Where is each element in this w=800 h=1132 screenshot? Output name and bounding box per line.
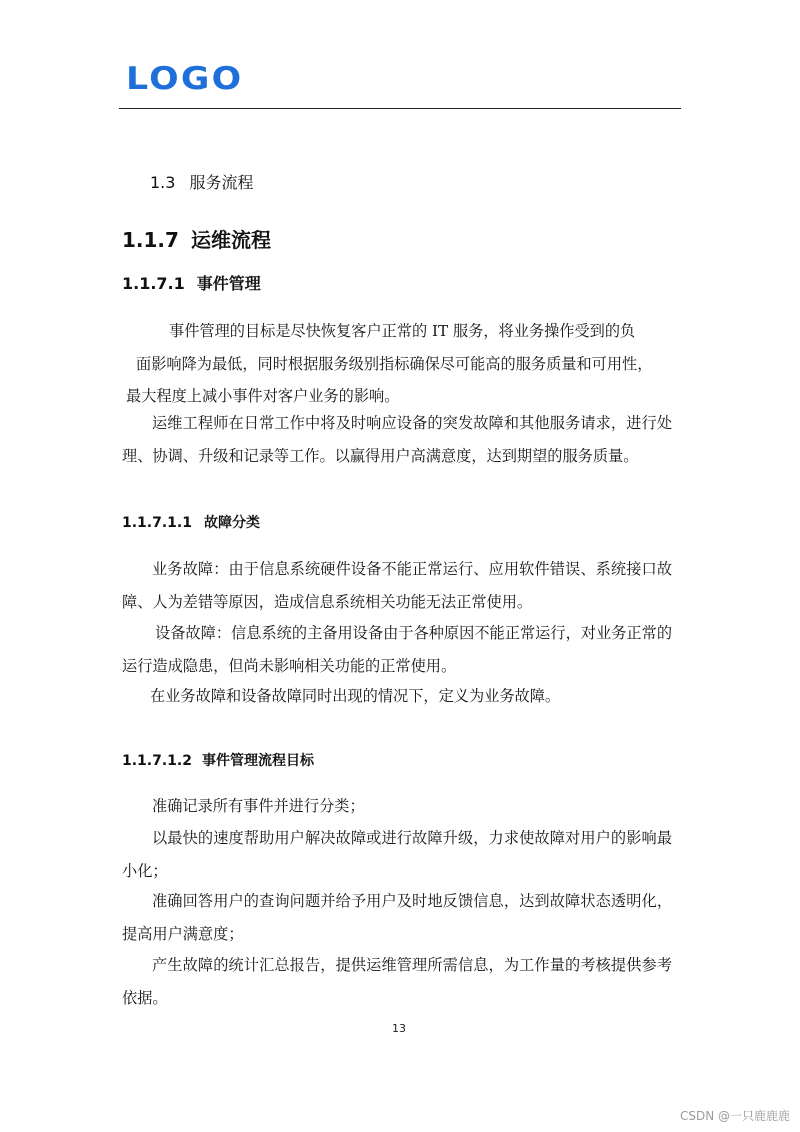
section-number: 1.3 [150,173,176,192]
paragraph-line: 事件管理的目标是尽快恢复客户正常的 IT 服务，将业务操作受到的负 [169,322,636,340]
paragraph-business-fault: 业务故障：由于信息系统硬件设备不能正常运行、应用软件错误、系统接口故障、人为差错等原因，造成信息系统相关功能无法正常使用。 [122,560,672,611]
paragraph-line: 最大程度上减小事件对客户业务的影响。 [126,387,400,405]
section-number: 1.1.7.1 [122,274,185,293]
section-heading-1-1-7-1-1 [122,512,260,532]
watermark: CSDN @一只鹿鹿鹿 [679,1109,790,1123]
header-divider [119,108,681,109]
goal-item-record: 准确记录所有事件并进行分类； [152,797,365,815]
goal-item-report: 产生故障的统计汇总报告，提供运维管理所需信息，为工作量的考核提供参考依据。 [122,956,672,1007]
paragraph-device-fault: 设备故障：信息系统的主备用设备由于各种原因不能正常运行，对业务正常的运行造成隐患，但尚未影响相关功能的正常使用。 [122,624,672,675]
section-title: 运维流程 [190,228,271,252]
section-title: 事件管理 [196,274,261,293]
section-number: 1.1.7 [122,228,179,252]
goal-item-resolve: 以最快的速度帮助用户解决故障或进行故障升级，力求使故障对用户的影响最小化； [122,829,672,880]
company-logo: LOGO [126,61,244,97]
section-number: 1.1.7.1.2 [122,753,192,769]
paragraph-engineer-duty: 运维工程师在日常工作中将及时响应设备的突发故障和其他服务请求，进行处理、协调、升级和记录等工作。以赢得用户高满意度，达到期望的服务质量。 [122,414,672,465]
section-heading-1-1-7 [122,224,271,253]
section-number: 1.1.7.1.1 [122,515,192,531]
section-heading-1-3 [150,170,253,193]
paragraph-fault-definition: 在业务故障和设备故障同时出现的情况下，定义为业务故障。 [150,687,561,705]
section-heading-1-1-7-1 [122,271,261,294]
paragraph-incident-goal [122,315,674,413]
section-title: 事件管理流程目标 [201,753,314,769]
section-title: 故障分类 [203,515,260,531]
goal-item-feedback: 准确回答用户的查询问题并给予用户及时地反馈信息，达到故障状态透明化，提高用户满意度； [122,892,672,943]
section-heading-1-1-7-1-2 [122,750,314,770]
page-number: 13 [392,1022,406,1035]
section-title: 服务流程 [189,173,254,192]
paragraph-line: 面影响降为最低，同时根据服务级别指标确保尽可能高的服务质量和可用性， [136,354,653,373]
